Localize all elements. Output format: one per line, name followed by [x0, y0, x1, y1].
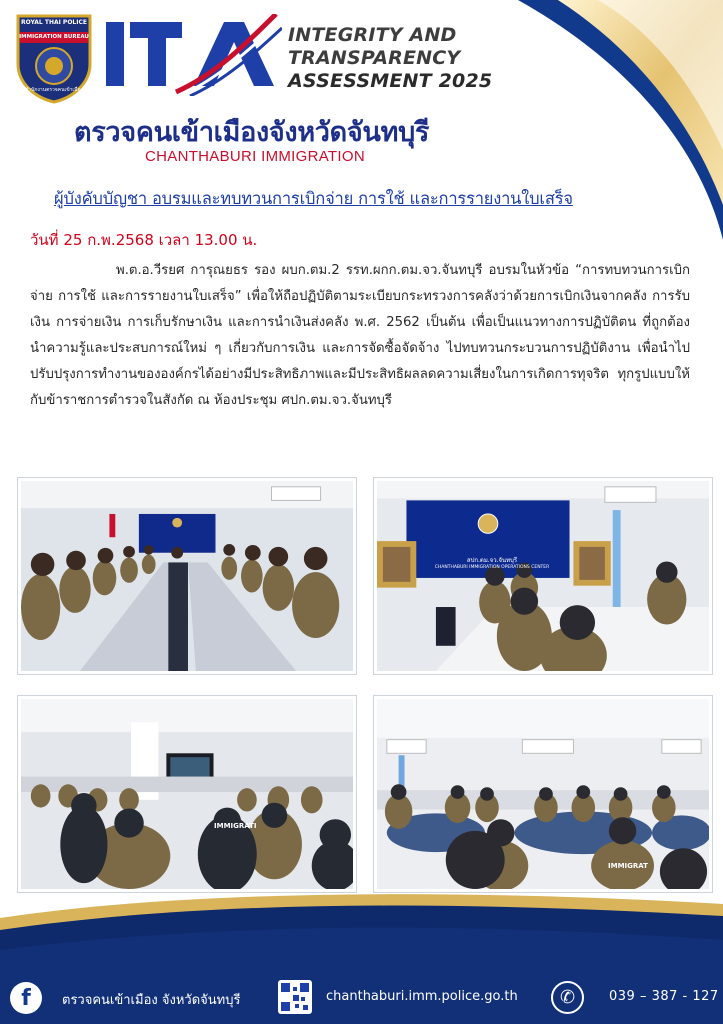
- phone-number[interactable]: 039 – 387 - 127: [609, 989, 719, 1004]
- meeting-photo-2: [374, 478, 712, 674]
- facebook-page-name[interactable]: ตรวจคนเข้าเมือง จังหวัดจันทบุรี: [62, 993, 241, 1008]
- badge-bottom-text: สำนักงานตรวจคนเข้าเมือง: [25, 87, 83, 93]
- vest-label: IMMIGRATI: [214, 822, 257, 830]
- ita-logo: [106, 14, 282, 96]
- office-name-english: CHANTHABURI IMMIGRATION: [145, 148, 365, 165]
- meeting-photo-4: [374, 696, 712, 892]
- ita-line-1: INTEGRITY AND: [288, 24, 457, 46]
- article-body: พ.ต.อ.วีรยศ การุณยธร รอง ผบก.ตม.2 รรท.ผกก.ตม.จว.จันทบุรี อบรมในหัวข้อ “การทบทวนการเบิกจ่าย การใช้ และการรายงานใบเสร็จ” เพื่อให้ถือปฏิบัติตามระเบียบกระทรวงการคลังว่าด้วยการเบิกเงินจากคลัง การรับเงิน การจ่ายเงิน การเก็บรักษาเงิน และการนำเงินส่งคลัง พ.ศ. 2562 เป็นต้น เพื่อเป็นแนวทางการปฏิบัติตน ที่ถูกต้อง นำความรู้และประสบการณ์ใหม่ ๆ เกี่ยวกับการเงิน และการจัดซื้อจัดจ้าง ไปทบทวนกระบวนการปฏิบัติงาน เพื่อนำไปปรับปรุงการทำงานขององค์กรได้อย่างมีประสิทธิภาพและมีประสิทธิผลลดความเสี่ยงในการเกิดการทุจริต ทุกรูปแบบให้กับข้าราชการตำรวจในสังกัด ณ ห้องประชุม ศปก.ตม.จว.จันทบุรี: [30, 263, 690, 408]
- contact-bar: [0, 972, 723, 1024]
- phone-icon: ✆: [551, 981, 584, 1014]
- ita-line-2: TRANSPARENCY: [288, 47, 461, 69]
- police-badge-logo: [14, 12, 94, 104]
- footer: [0, 890, 723, 1024]
- screen-sublabel: CHANTHABURI IMMIGRATION OPERATIONS CENTER: [434, 565, 550, 570]
- vest-label-alt: IMMIGRAT: [608, 862, 648, 870]
- office-name-thai: ตรวจคนเข้าเมืองจังหวัดจันทบุรี: [74, 117, 430, 148]
- website-qr-icon: [278, 980, 312, 1014]
- photo-grid: [18, 478, 710, 892]
- meeting-photo-3: [18, 696, 356, 892]
- screen-label: สปก.ตม.จว.จันทบุรี: [466, 557, 518, 564]
- article-date: วันที่ 25 ก.พ.2568 เวลา 13.00 น.: [30, 231, 258, 249]
- ita-line-3: ASSESSMENT 2025: [288, 70, 493, 92]
- website-link[interactable]: chanthaburi.imm.police.go.th: [326, 989, 518, 1004]
- article-headline: ผู้บังคับบัญชา อบรมและทบทวนการเบิกจ่าย การใช้ และการรายงานใบเสร็จ: [54, 189, 573, 208]
- facebook-icon[interactable]: f: [10, 982, 42, 1014]
- badge-band-text: IMMIGRATION BUREAU: [19, 34, 89, 40]
- ita-title: [288, 24, 492, 93]
- meeting-photo-1: [18, 478, 356, 674]
- badge-top-text: ROYAL THAI POLICE: [21, 19, 87, 26]
